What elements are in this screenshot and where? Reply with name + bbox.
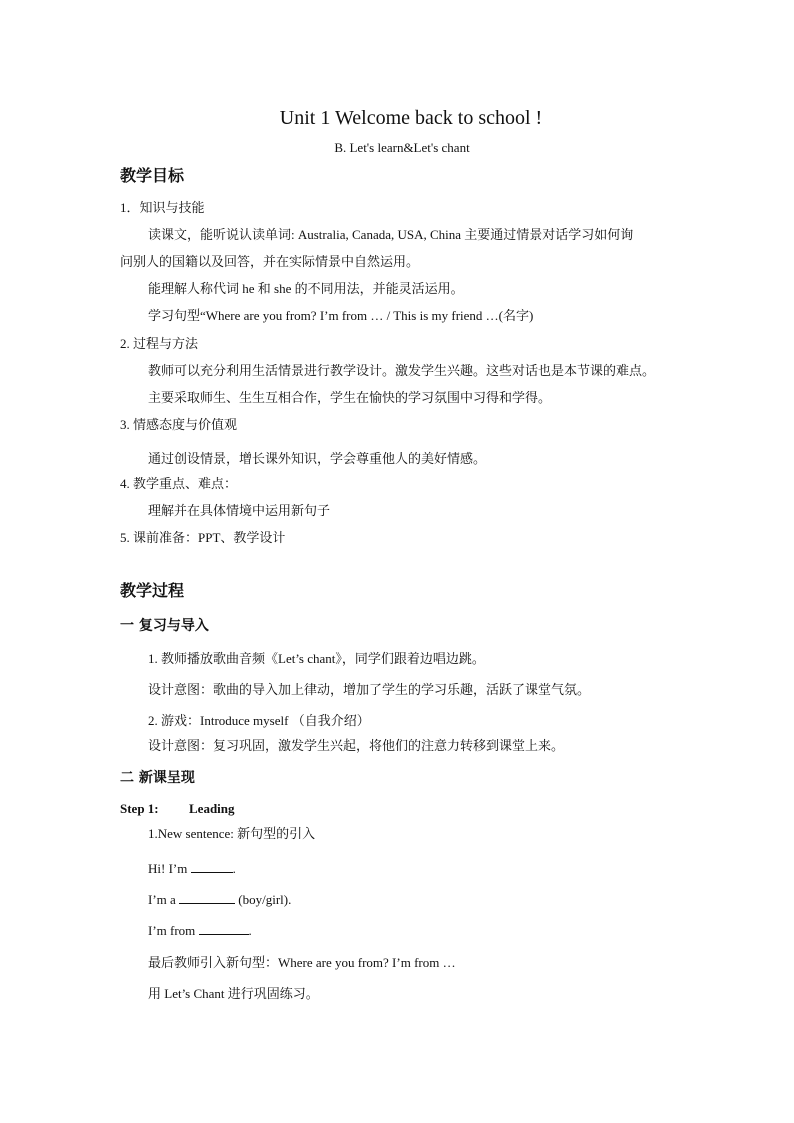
part-2-heading: 二 新课呈现 — [120, 770, 195, 786]
fill-blank-3 — [199, 923, 249, 935]
objective-1-label: 1．知识与技能 — [120, 200, 205, 215]
part-1-step-1-note: 设计意图：歌曲的导入加上律动，增加了学生的学习乐趣，活跃了课堂气氛。 — [148, 682, 591, 697]
document-subtitle: B. Let's learn&Let's chant — [334, 140, 470, 155]
section-heading-process: 教学过程 — [120, 581, 185, 600]
sentence-line-3-end: . — [248, 923, 252, 938]
objective-1-para-2: 能理解人称代词 he 和 she 的不同用法，并能灵活运用。 — [148, 281, 464, 296]
part-1-heading: 一 复习与导入 — [120, 618, 209, 634]
objective-1-para-1a: 读课文，能听说认读单词: Australia, Canada, USA, China 主要通过情景对话学习如何询 — [148, 227, 634, 242]
fill-blank-1 — [191, 861, 233, 873]
sentence-line-3-start: I’m from — [148, 923, 199, 938]
objective-2-para-1: 教师可以充分利用生活情景进行教学设计。激发学生兴趣。这些对话也是本节课的难点。 — [148, 363, 656, 378]
sentence-line-1-end: . — [232, 861, 236, 876]
new-sentence-intro: 1.New sentence: 新句型的引入 — [148, 826, 316, 841]
part-1-step-2-note: 设计意图：复习巩固，激发学生兴起，将他们的注意力转移到课堂上来。 — [148, 738, 565, 753]
section-heading-objectives: 教学目标 — [120, 166, 185, 185]
objective-1-para-3: 学习句型“Where are you from? I’m from … / This is my friend …(名字) — [148, 308, 534, 323]
objective-4-label: 4. 教学重点、难点： — [120, 476, 238, 491]
objective-3-label: 3. 情感态度与价值观 — [120, 417, 238, 432]
document-title: Unit 1 Welcome back to school ! — [279, 107, 543, 129]
objective-5-label: 5. 课前准备：PPT、教学设计 — [120, 530, 286, 545]
objective-2-para-2: 主要采取师生、生生互相合作，学生在愉快的学习氛围中习得和学得。 — [148, 390, 552, 405]
objective-2-label: 2. 过程与方法 — [120, 336, 199, 351]
part-1-step-1: 1. 教师播放歌曲音频《Let’s chant》，同学们跟着边唱边跳。 — [148, 651, 485, 666]
objective-3-para-1: 通过创设情景，增长课外知识，学会尊重他人的美好情感。 — [148, 451, 487, 466]
sentence-line-1-start: Hi! I’m — [148, 861, 191, 876]
sentence-line-2-end: (boy/girl). — [235, 892, 292, 907]
sentence-line-2-start: I’m a — [148, 892, 180, 907]
sentence-line-1 — [148, 861, 236, 877]
fill-blank-2 — [179, 892, 235, 904]
sentence-line-3 — [148, 923, 252, 939]
chant-practice: 用 Let’s Chant 进行巩固练习。 — [148, 986, 319, 1001]
objective-4-para-1: 理解并在具体情境中运用新句子 — [148, 503, 331, 518]
new-pattern-intro: 最后教师引入新句型：Where are you from? I’m from … — [148, 955, 456, 970]
step-1-label: Step 1: — [120, 801, 159, 816]
step-1-title: Leading — [189, 801, 235, 816]
objective-1-para-1b: 问别人的国籍以及回答，并在实际情景中自然运用。 — [120, 254, 420, 269]
sentence-line-2 — [148, 892, 291, 908]
part-1-step-2: 2. 游戏：Introduce myself （自我介绍） — [148, 713, 370, 728]
